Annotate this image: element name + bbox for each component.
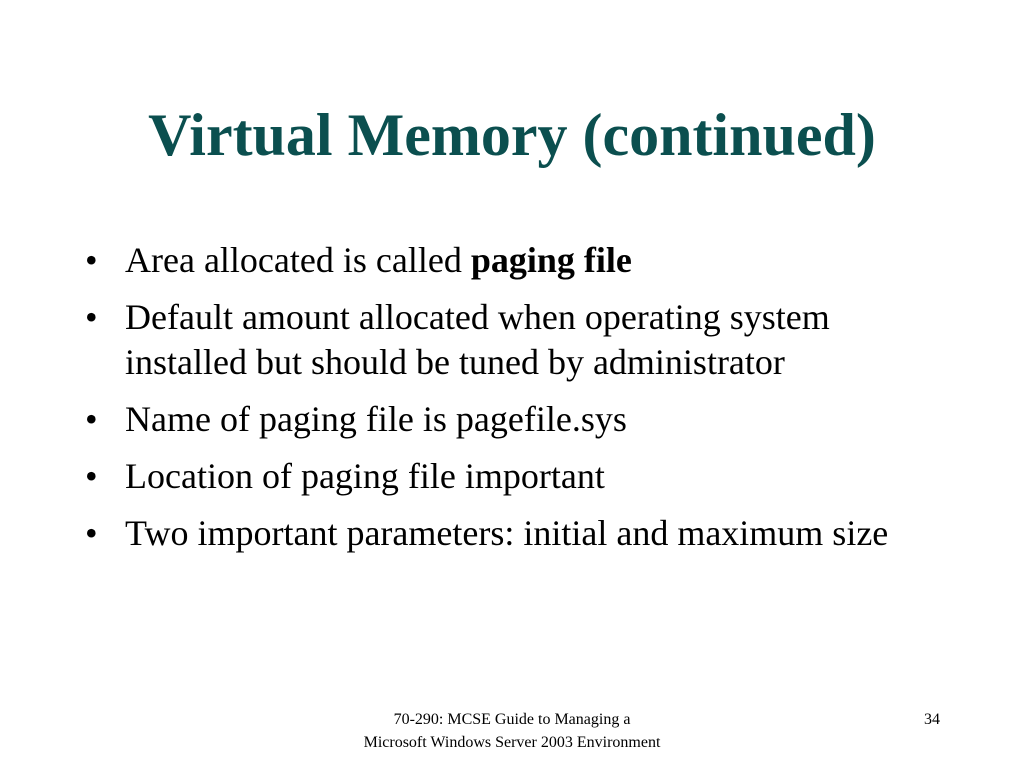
bullet-text: Area allocated is called xyxy=(125,240,471,280)
slide-title: Virtual Memory (continued) xyxy=(148,102,876,168)
slide-footer xyxy=(312,708,712,754)
footer-line-2: Microsoft Windows Server 2003 Environment xyxy=(363,734,661,751)
bullet-icon: • xyxy=(85,513,98,553)
bullet-item xyxy=(80,295,930,385)
bullet-bold-text: paging file xyxy=(470,240,632,280)
bullet-text: Location of paging file important xyxy=(125,456,605,496)
page-number: 34 xyxy=(924,711,940,728)
bullet-item xyxy=(80,511,930,556)
bullet-item xyxy=(80,454,930,499)
bullet-text: Two important parameters: initial and maximum size xyxy=(125,513,889,553)
bullet-icon: • xyxy=(85,297,98,337)
bullet-list xyxy=(80,238,930,568)
footer-line-1: 70-290: MCSE Guide to Managing a xyxy=(393,711,631,728)
bullet-icon: • xyxy=(85,456,98,496)
bullet-icon: • xyxy=(85,240,98,280)
bullet-text: Name of paging file is pagefile.sys xyxy=(125,399,627,439)
bullet-item xyxy=(80,397,930,442)
bullet-item xyxy=(80,238,930,283)
bullet-text: Default amount allocated when operating system installed but should be tuned by administrator xyxy=(125,297,830,382)
bullet-icon: • xyxy=(85,399,98,439)
